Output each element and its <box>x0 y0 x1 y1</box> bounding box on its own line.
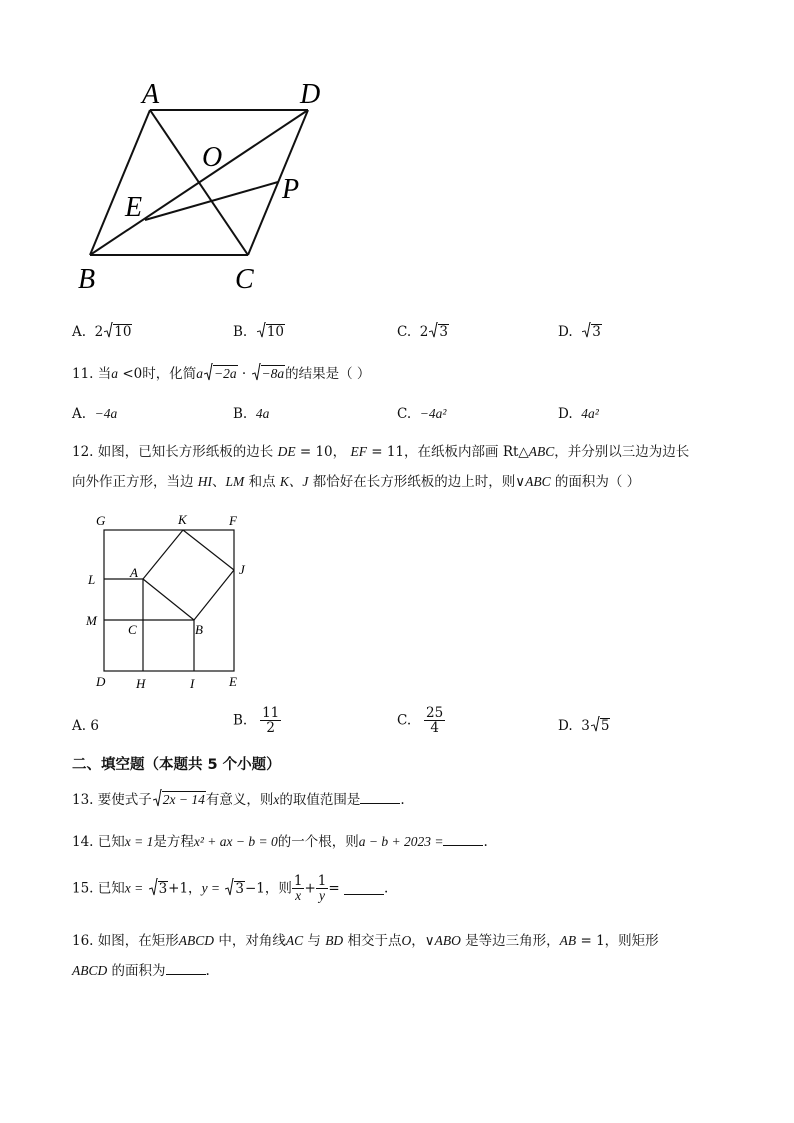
q12-stem-line1: 12. 如图，已知长方形纸板的边长 DE = 10， EF = 11，在纸板内部画 Rt△ABC，并分别以三边为边长 <box>72 444 690 460</box>
q10-option-a[interactable]: A. 2 10 <box>72 324 132 340</box>
label-C: C <box>128 622 137 637</box>
q12-stem-line2: 向外作正方形，当边 HI、LM 和点 K、J 都恰好在长方形纸板的边上时，则∨ABC 的面积为（ ） <box>72 474 641 490</box>
label-E: E <box>229 674 237 689</box>
section-title: 二、填空题（本题共 5 个小题） <box>72 757 281 773</box>
label-A: A <box>142 79 160 110</box>
answer-blank[interactable] <box>443 833 483 846</box>
sqrt: 10 <box>104 324 132 340</box>
sqrt: 3 <box>149 880 169 898</box>
q16-line1: 16. 如图，在矩形ABCD 中，对角线AC 与 BD 相交于点O，∨ABO 是等边三角形，AB = 1，则矩形 <box>72 933 659 949</box>
q10-option-b[interactable]: B. 10 <box>233 324 284 340</box>
q16-line2: ABCD 的面积为 . <box>72 963 210 979</box>
q12-option-a[interactable]: A. 6 <box>72 718 99 734</box>
label-M: M <box>86 613 97 628</box>
fraction: $\frac{11}{2}$ <box>262 705 280 736</box>
sqrt: −8a <box>252 365 286 383</box>
sqrt: 10 <box>257 324 285 340</box>
label-A: A <box>130 565 138 580</box>
sqrt: 5 <box>591 718 611 734</box>
label-D: D <box>300 79 321 110</box>
q12-option-c[interactable]: C. $\frac{25}{4}$ <box>397 705 444 736</box>
q14: 14. 已知x = 1是方程x² + ax − b = 0的一个根，则a − b + 2023 = . <box>72 834 488 850</box>
label-D: D <box>96 674 106 689</box>
q13: 13. 要使式子 2x − 14有意义，则x的取值范围是 . <box>72 791 405 809</box>
label-O: O <box>202 142 223 173</box>
label-B: B <box>78 264 96 295</box>
fraction: $\frac{25}{4}$ <box>426 705 444 736</box>
label-B: B <box>195 622 203 637</box>
answer-blank[interactable] <box>360 791 400 804</box>
label-K: K <box>178 512 187 527</box>
q11-option-b[interactable]: B. 4a <box>233 406 270 422</box>
label-C: C <box>235 264 254 295</box>
answer-blank[interactable] <box>344 882 384 895</box>
q11-option-c[interactable]: C. −4a² <box>397 406 447 422</box>
sqrt: 3 <box>582 324 602 340</box>
q11-stem: 11. 当a <0时，化简a −2a · −8a的结果是（ ） <box>72 365 370 383</box>
parallelogram-figure <box>70 70 340 300</box>
fraction: $\frac{1}{x}$ <box>293 873 303 903</box>
label-J: J <box>239 562 245 577</box>
label-H: H <box>136 676 146 691</box>
rectangle-squares-figure <box>80 508 260 693</box>
fraction: $\frac{1}{y}$ <box>317 873 327 903</box>
q10-option-d[interactable]: D. 3 <box>558 324 601 340</box>
label-E: E <box>125 192 143 223</box>
answer-blank[interactable] <box>166 962 206 975</box>
label-P: P <box>282 174 300 205</box>
sqrt: 3 <box>429 324 449 340</box>
label-L: L <box>88 572 96 587</box>
label-F: F <box>229 513 237 528</box>
label-G: G <box>96 513 106 528</box>
label-I: I <box>190 676 195 691</box>
q15: 15. 已知x = 3+1，y = 3−1，则 $\frac{1}{x}$ + $\frac{1}{y}$ = . <box>72 873 389 903</box>
q12-option-b[interactable]: B. $\frac{11}{2}$ <box>233 705 280 736</box>
q11-option-d[interactable]: D. 4a² <box>558 406 599 422</box>
sqrt: 3 <box>225 880 245 898</box>
q10-option-c[interactable]: C. 2 3 <box>397 324 448 340</box>
sqrt: 2x − 14 <box>153 791 206 809</box>
q12-option-d[interactable]: D. 3 5 <box>558 718 610 734</box>
sqrt: −2a <box>204 365 238 383</box>
q11-option-a[interactable]: A. −4a <box>72 406 118 422</box>
